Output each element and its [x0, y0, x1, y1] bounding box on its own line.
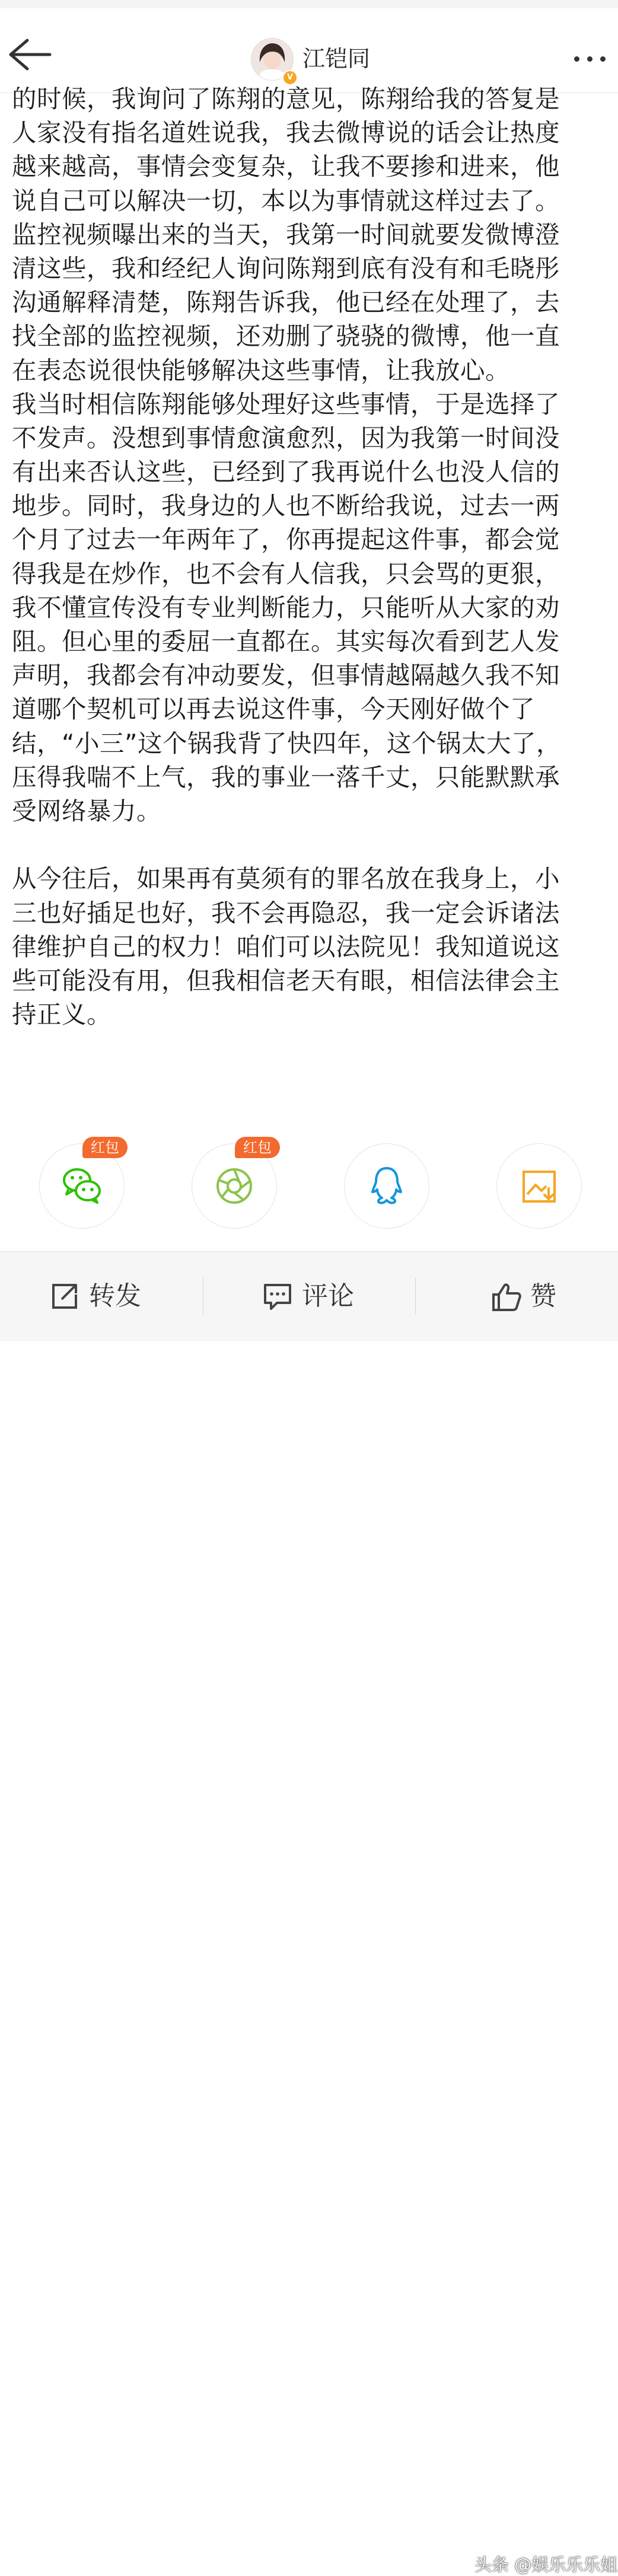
dot-icon — [600, 56, 606, 62]
back-arrow-icon — [6, 37, 53, 72]
verified-badge-icon: V — [282, 70, 298, 85]
post-text-line: 结，“小三”这个锅我背了快四年，这个锅太大了， — [12, 728, 562, 758]
moments-icon — [213, 1165, 256, 1207]
like-label: 赞 — [530, 1281, 556, 1311]
share-row — [0, 1139, 618, 1233]
qq-icon — [365, 1165, 408, 1207]
comment-label: 评论 — [302, 1281, 354, 1311]
back-button[interactable] — [6, 37, 53, 72]
post-text-line: 地步。同时，我身边的人也不断给我说，过去一两 — [12, 491, 560, 521]
save-image-button[interactable] — [496, 1143, 582, 1229]
post-text-line: 沟通解释清楚，陈翔告诉我，他已经在处理了，去 — [12, 288, 560, 317]
repost-label: 转发 — [89, 1281, 141, 1311]
post-text-line: 阻。但心里的委屈一直都在。其实每次看到艺人发 — [12, 627, 560, 656]
post-text-line: 受网络暴力。 — [12, 796, 162, 825]
post-text-line: 道哪个契机可以再去说这件事，今天刚好做个了 — [12, 694, 536, 724]
divider — [415, 1278, 416, 1315]
dot-icon — [587, 56, 592, 62]
top-navigation-bar — [0, 8, 618, 93]
status-bar — [0, 0, 618, 8]
repost-button[interactable] — [50, 1276, 157, 1317]
post-text-line: 找全部的监控视频，还劝删了骁骁的微博，他一直 — [12, 321, 560, 351]
post-text-line: 我不懂宣传没有专业判断能力，只能听从大家的劝 — [12, 592, 560, 622]
bottom-action-bar — [0, 1251, 618, 2575]
post-text-line: 压得我喘不上气，我的事业一落千丈，只能默默承 — [12, 762, 560, 792]
repost-icon — [50, 1281, 79, 1311]
comment-icon — [263, 1281, 292, 1311]
red-packet-badge: 红包 — [82, 1137, 128, 1158]
post-text-line: 越来越高，事情会变复杂，让我不要掺和进来，他 — [12, 152, 560, 181]
source-watermark: 头条 @娱乐乐乐姐 — [474, 2555, 618, 2575]
post-text-line: 声明，我都会有冲动要发，但事情越隔越久我不知 — [12, 661, 560, 690]
thumbs-up-icon — [491, 1281, 522, 1312]
post-text-line: 从今往后，如果再有莫须有的罪名放在我身上，小 — [12, 864, 560, 894]
save-image-icon — [518, 1165, 560, 1207]
red-packet-badge: 红包 — [235, 1137, 280, 1158]
post-body — [12, 82, 611, 1031]
paragraph-break — [12, 828, 611, 862]
like-button[interactable] — [491, 1276, 586, 1317]
post-text-line: 三也好插足也好，我不会再隐忍，我一定会诉诸法 — [12, 898, 560, 927]
post-text-line: 持正义。 — [12, 1000, 112, 1029]
more-options-button[interactable] — [569, 50, 611, 68]
wechat-icon — [60, 1165, 103, 1207]
post-text-line: 我当时相信陈翔能够处理好这些事情，于是选择了 — [12, 389, 560, 419]
post-text-line: 说自己可以解决一切，本以为事情就这样过去了。 — [12, 186, 560, 215]
post-text-line: 律维护自己的权力！咱们可以法院见！我知道说这 — [12, 932, 560, 961]
share-wechat-button[interactable] — [39, 1139, 125, 1229]
post-text-line: 有出来否认这些，已经到了我再说什么也没人信的 — [12, 457, 560, 487]
post-text-line: 些可能没有用，但我相信老天有眼，相信法律会主 — [12, 965, 560, 995]
post-text-line: 人家没有指名道姓说我，我去微博说的话会让热度 — [12, 118, 560, 148]
username[interactable]: 江铠同 — [302, 46, 371, 72]
share-qq-button[interactable] — [344, 1143, 429, 1229]
dot-icon — [574, 56, 579, 62]
post-text-line: 监控视频曝出来的当天，我第一时间就要发微博澄 — [12, 219, 560, 249]
post-text-line: 在表态说很快能够解决这些事情，让我放心。 — [12, 355, 511, 385]
post-text-line: 得我是在炒作，也不会有人信我，只会骂的更狠， — [12, 559, 560, 588]
post-text-line: 不发声。没想到事情愈演愈烈，因为我第一时间没 — [12, 423, 560, 452]
post-text-line: 清这些，我和经纪人询问陈翔到底有没有和毛晓彤 — [12, 253, 560, 283]
post-text-line: 的时候，我询问了陈翔的意见，陈翔给我的答复是 — [12, 84, 560, 113]
share-moments-button[interactable] — [192, 1139, 277, 1229]
comment-button[interactable] — [263, 1276, 369, 1317]
post-text-line: 个月了过去一年两年了，你再提起这件事，都会觉 — [12, 525, 560, 554]
